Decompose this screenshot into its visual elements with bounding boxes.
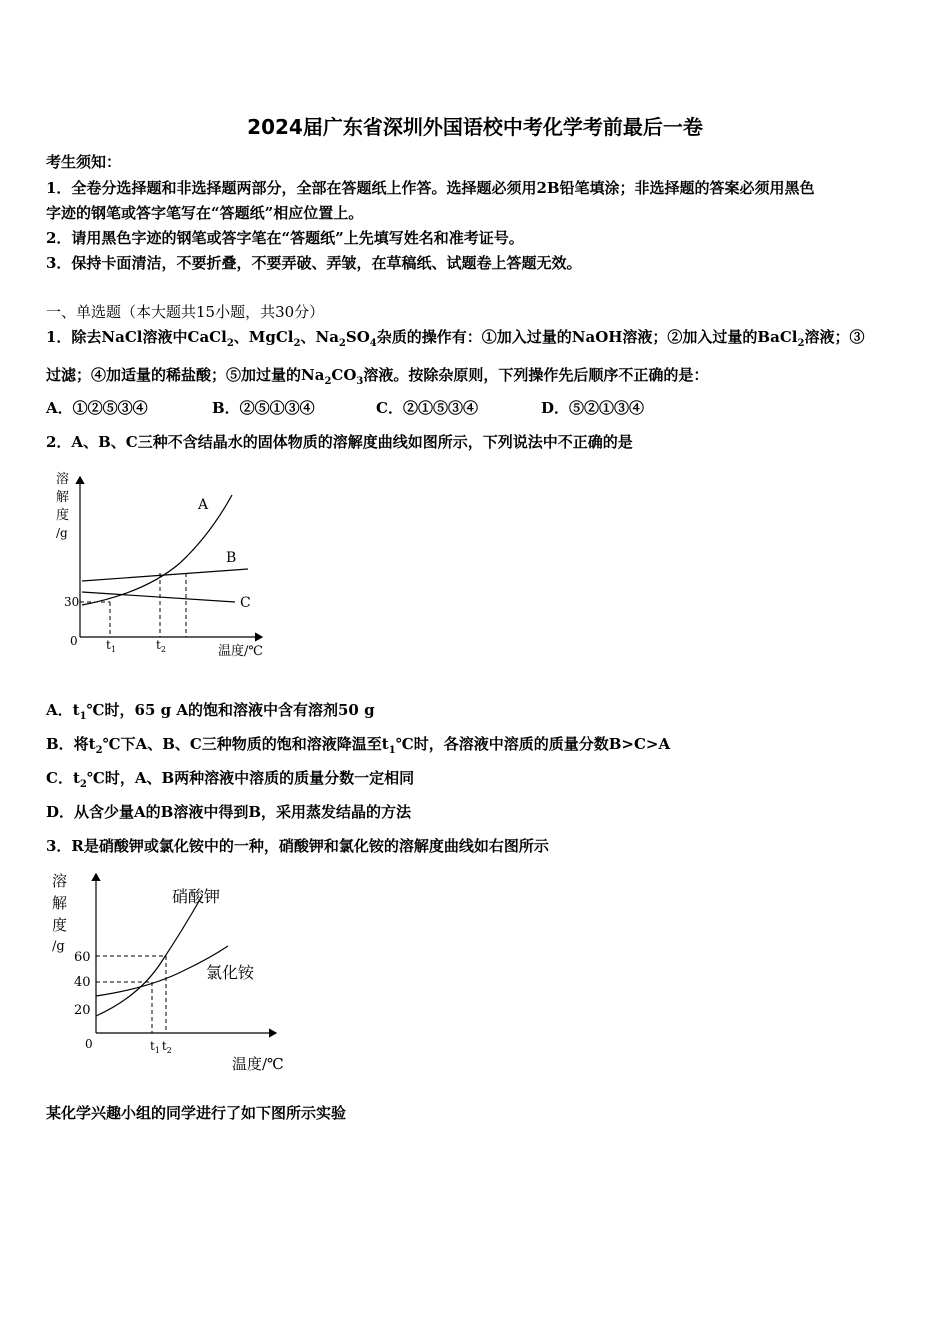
q2-curve-b xyxy=(82,569,248,581)
notice-line-3: 2．请用黑色字迹的钢笔或答字笔在“答题纸”上先填写姓名和准考证号。 xyxy=(46,229,524,247)
q1-option-d: D．⑤②①③④ xyxy=(541,399,645,417)
q3-ytick-60: 60 xyxy=(74,950,91,965)
q3-follow-text: 某化学兴趣小组的同学进行了如下图所示实验 xyxy=(46,1104,347,1122)
q2-label-b: B xyxy=(226,550,237,566)
notice-line-1: 1．全卷分选择题和非选择题两部分，全部在答题纸上作答。选择题必须用2B铅笔填涂；非选择题的答案必须用黑色 xyxy=(46,179,815,197)
q3-ylabel-1: 溶 xyxy=(52,872,68,890)
q2-ylabel-1: 溶 xyxy=(56,472,70,487)
q1-option-a: A．①②⑤③④ xyxy=(46,399,148,417)
q3-origin: 0 xyxy=(85,1037,93,1051)
q2-ylabel-3: 度 xyxy=(56,508,70,523)
q2-ylabel-2: 解 xyxy=(56,490,70,505)
q1-option-c: C．②①⑤③④ xyxy=(376,399,478,417)
q2-ytick-30: 30 xyxy=(64,595,80,609)
q2-ylabel-4: /g xyxy=(56,526,68,540)
q3-ytick-40: 40 xyxy=(74,975,91,990)
q2-label-c: C xyxy=(240,595,251,611)
q2-curve-a xyxy=(82,495,232,605)
notice-heading: 考生须知： xyxy=(46,153,122,171)
q1-stem-line1: 1．除去NaCl溶液中CaCl$_2$、MgCl$_2$、$Na_2SO_4$杂质的操作有：①加入过量的NaOH溶液；②加入过量的BaCl$_2$溶液；③ xyxy=(46,328,865,349)
q2-origin: 0 xyxy=(70,634,78,648)
q2-curve-c xyxy=(82,592,235,602)
q2-tick-t2: $t_2$ xyxy=(156,638,166,654)
q3-ylabel-3: 度 xyxy=(52,916,68,934)
q2-option-d: D．从含少量A的B溶液中得到B，采用蒸发结晶的方法 xyxy=(46,803,412,821)
q2-option-c: C．$t_2℃$时，A、B两种溶液中溶质的质量分数一定相同 xyxy=(46,769,415,790)
notice-line-4: 3．保持卡面清洁，不要折叠，不要弄破、弄皱，在草稿纸、试题卷上答题无效。 xyxy=(46,254,582,272)
q3-ylabel-4: /g xyxy=(52,939,65,954)
q3-ylabel-2: 解 xyxy=(52,894,68,912)
q3-label-kno3: 硝酸钾 xyxy=(172,887,221,906)
q3-stem: 3．R是硝酸钾或氯化铵中的一种，硝酸钾和氯化铵的溶解度曲线如右图所示 xyxy=(46,837,549,855)
q1-stem-line2: 过滤；④加适量的稀盐酸；⑤加过量的$Na_2CO_3$溶液。按除杂原则，下列操作先后顺序不正确的是： xyxy=(46,366,709,387)
q2-stem: 2．A、B、C三种不含结晶水的固体物质的溶解度曲线如图所示，下列说法中不正确的是 xyxy=(46,433,633,451)
notice-line-2: 字迹的钢笔或答字笔写在“答题纸”相应位置上。 xyxy=(46,204,364,222)
q1-option-b: B．②⑤①③④ xyxy=(212,399,315,417)
q2-option-a: A．$t_1℃$时，65 g A的饱和溶液中含有溶剂50 g xyxy=(46,701,375,722)
q2-option-b: B．将$t_2℃$下A、B、C三种物质的饱和溶液降温至$t_1℃$时，各溶液中溶质的质量分数B>C>A xyxy=(46,735,671,756)
page-title: 2024届广东省深圳外国语校中考化学考前最后一卷 xyxy=(247,115,703,139)
q2-solubility-graph xyxy=(40,465,280,665)
q3-tick-t1t2: $t_1$ $t_2$ xyxy=(150,1039,172,1055)
q2-label-a: A xyxy=(198,497,209,513)
section-heading: 一、单选题（本大题共15小题，共30分） xyxy=(46,303,325,321)
q3-solubility-graph xyxy=(40,866,300,1081)
q3-xlabel: 温度/℃ xyxy=(232,1055,284,1073)
q3-label-nh4cl: 氯化铵 xyxy=(206,963,255,982)
q2-xlabel: 温度/℃ xyxy=(218,644,263,659)
q3-ytick-20: 20 xyxy=(74,1003,91,1018)
q2-tick-t1: $t_1$ xyxy=(106,638,116,654)
